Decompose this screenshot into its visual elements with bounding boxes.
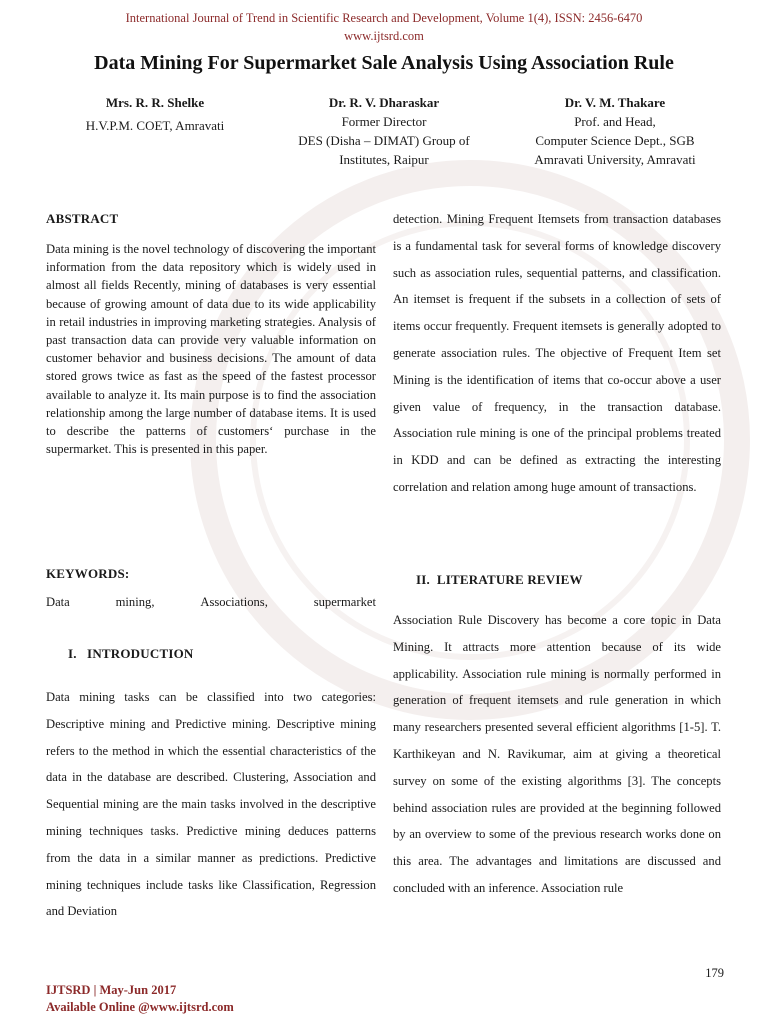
keyword: Associations, <box>200 595 268 609</box>
author-name: Mrs. R. R. Shelke <box>105 95 205 110</box>
author-affiliation: Computer Science Dept., SGB <box>535 133 695 148</box>
introduction-heading: I. INTRODUCTION <box>68 646 194 661</box>
paper-title: Data Mining For Supermarket Sale Analysis Using Association Rule <box>94 52 674 74</box>
page-number: 179 <box>705 966 724 980</box>
footer-available: Available Online @www.ijtsrd.com <box>46 1000 234 1014</box>
author-name: Dr. R. V. Dharaskar <box>328 95 440 110</box>
author-block <box>268 93 500 169</box>
keyword: mining, <box>115 595 155 609</box>
introduction-text: Data mining tasks can be classified into two categories: Descriptive mining and Predictive mining. Descriptive mining refers to the method in which the essential characteristics of the data in the database are described. Clustering, Association and Sequential mining are the main tasks involved in the descriptive mining techniques tasks. Predictive mining deduces patterns from the data in a similar manner as predictions. Predictive mining techniques include tasks like Classification, Regression and Deviation <box>46 690 376 919</box>
keywords-heading: KEYWORDS: <box>46 566 130 581</box>
abstract-heading: ABSTRACT <box>46 211 119 226</box>
author-affiliation: Prof. and Head, <box>574 114 656 129</box>
keyword: supermarket <box>313 595 376 609</box>
literature-review-heading: II. LITERATURE REVIEW <box>416 572 583 587</box>
literature-review-text: Association Rule Discovery has become a core topic in Data Mining. It attracts more attention because of its wide applicability. Association rule mining is normally performed in generation of frequent itemsets and rule generation in which many researchers presented several efficient algorithms [1-5]. T. Karthikeyan and N. Ravikumar, aim at giving a theoretical survey on some of the existing algorithms [3]. The concepts behind association rules are provided at the beginning followed by an overview to some of the previous research works done on this area. The advantages and limitations are discussed and concluded with an inference. Association rule <box>393 613 721 895</box>
author-affiliation: H.V.P.M. COET, Amravati <box>85 118 225 133</box>
author-affiliation: DES (Disha – DIMAT) Group of <box>298 133 470 148</box>
footer-issue: IJTSRD | May-Jun 2017 <box>46 983 177 997</box>
author-block <box>500 93 730 169</box>
journal-header: International Journal of Trend in Scientific Research and Development, Volume 1(4), ISSN: 2456-6470 <box>125 11 643 25</box>
author-affiliation: Institutes, Raipur <box>339 152 429 167</box>
journal-website: www.ijtsrd.com <box>344 29 424 43</box>
keyword: Data <box>46 595 70 609</box>
right-column-continuation: detection. Mining Frequent Itemsets from transaction databases is a fundamental task for several forms of knowledge discovery such as association rules, sequential patterns, and classification. An itemset is frequent if the subsets in a collection of sets of items occur frequently. Frequent itemsets is generally adopted to generate association rules. The objective of Frequent Item set Mining is the identification of items that co-occur above a user given value of frequency, in the transaction database. Association rule mining is one of the principal problems treated in KDD and can be defined as extracting the interesting correlation and relation among huge amount of transactions. <box>393 212 721 494</box>
author-affiliation: Amravati University, Amravati <box>534 152 696 167</box>
keywords-list <box>46 593 376 611</box>
author-name: Dr. V. M. Thakare <box>564 95 666 110</box>
author-affiliation: Former Director <box>341 114 427 129</box>
author-block <box>40 93 270 135</box>
abstract-text: Data mining is the novel technology of discovering the important information from the data repository which is widely used in almost all fields Recently, mining of databases is very essential because of growing amount of data due to its wide applicability in retail industries in improving marketing strategies. Analysis of past transaction data can provide very valuable information on customer behavior and business decisions. The amount of data stored grows twice as fast as the speed of the fastest processor available to analyze it. Its main purpose is to find the association relationship among the large number of database items. It is used to describe the patterns of customers‘ purchase in the supermarket. This is presented in this paper. <box>46 242 376 457</box>
footer-info <box>46 982 234 1016</box>
